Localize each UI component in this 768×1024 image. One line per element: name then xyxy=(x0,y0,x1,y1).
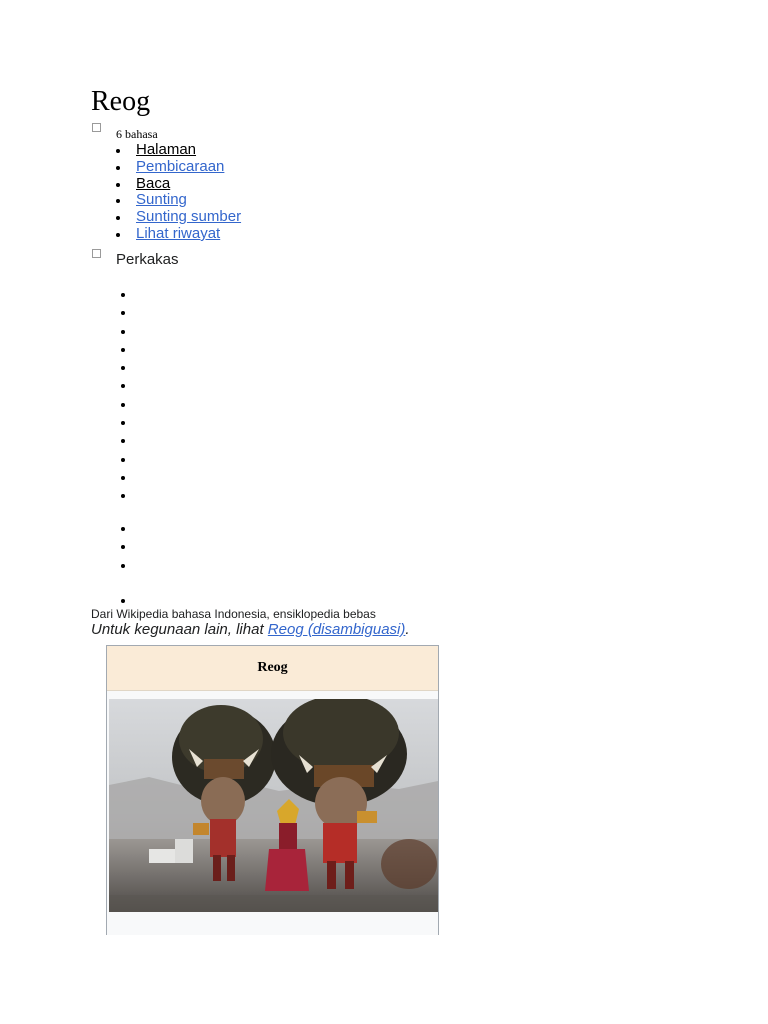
language-menu-checkbox[interactable] xyxy=(92,123,101,132)
tools-menu-label[interactable]: Perkakas xyxy=(116,251,179,268)
hatnote-text: Untuk kegunaan lain, lihat xyxy=(91,621,268,638)
language-count-label[interactable]: 6 bahasa xyxy=(116,127,158,141)
hatnote-end: . xyxy=(405,621,410,638)
infobox-image[interactable] xyxy=(109,699,438,912)
tab-sunting[interactable] xyxy=(116,192,241,209)
tab-sunting-sumber[interactable] xyxy=(116,209,241,226)
tab-lihat-riwayat[interactable] xyxy=(116,226,241,243)
tab-label[interactable]: Pembicaraan xyxy=(136,157,225,175)
tools-menu-checkbox[interactable] xyxy=(92,249,101,258)
disambiguation-link[interactable]: Reog (disambiguasi) xyxy=(267,621,406,638)
hatnote xyxy=(91,621,410,638)
tab-baca[interactable] xyxy=(116,176,241,193)
site-tagline: Dari Wikipedia bahasa Indonesia, ensiklopedia bebas xyxy=(91,607,376,621)
tab-label[interactable]: Halaman xyxy=(136,141,197,158)
page-tabs xyxy=(116,142,241,243)
tab-halaman[interactable] xyxy=(116,142,241,159)
infobox xyxy=(106,645,439,935)
tab-pembicaraan[interactable] xyxy=(116,159,241,176)
page-title: Reog xyxy=(91,86,151,117)
tab-label[interactable]: Lihat riwayat xyxy=(136,224,221,242)
infobox-title: Reog xyxy=(107,646,438,691)
tab-label[interactable]: Sunting sumber xyxy=(136,208,242,226)
tab-label[interactable]: Sunting xyxy=(136,191,187,209)
tab-label[interactable]: Baca xyxy=(136,174,171,192)
